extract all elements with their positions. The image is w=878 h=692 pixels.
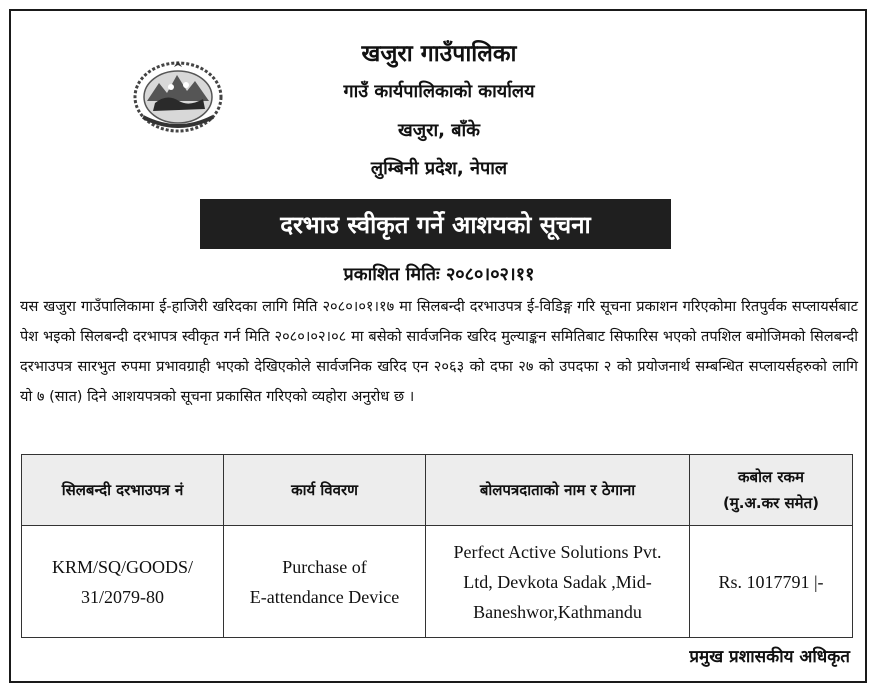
office-location: खजुरा, बाँके [398,120,480,141]
bid-table [21,454,853,638]
bidder-line2: Ltd, Devkota Sadak ,Mid- [463,571,652,592]
cell-bidder [426,526,690,638]
published-date: प्रकाशित मितिः २०८०।०२।११ [343,264,535,285]
ref-no-line1: KRM/SQ/GOODS/ [51,556,194,577]
table-header-row [22,455,853,526]
header-ref-no: सिलबन्दी दरभाउपत्र नं [22,455,224,526]
description-line2: E-attendance Device [249,586,400,607]
bidder-line1: Perfect Active Solutions Pvt. [453,541,662,562]
office-name: खजुरा गाउँपालिका [361,41,517,67]
header-amount-line1: कबोल रकम [738,468,804,486]
signatory-title: प्रमुख प्रशासकीय अधिकृत [689,647,850,667]
ref-no-line2: 31/2079-80 [81,586,164,607]
cell-ref-no [22,526,224,638]
header-description: कार्य विवरण [224,455,426,526]
office-type: गाउँ कार्यपालिकाको कार्यालय [343,81,535,102]
notice-title: दरभाउ स्वीकृत गर्ने आशयको सूचना [200,199,671,249]
header-amount-line2: (मु.अ.कर समेत) [722,494,820,512]
cell-description [224,526,426,638]
bidder-line3: Baneshwor,Kathmandu [473,601,642,622]
header-amount [690,455,853,526]
header-bidder: बोलपत्रदाताको नाम र ठेगाना [426,455,690,526]
notice-body: यस खजुरा गाउँपालिकामा ई-हाजिरी खरिदका लागि मिति २०८०।०१।१७ मा सिलबन्दी दरभाउपत्र ई-विडिङ्ग गरि सूचना प्रकाशन गरिएकोमा रितपुर्वक सप्लायर्सबाट पेश भइको सिलबन्दी दरभापत्र स्वीकृत गर्न मिति २०८०।०२।०८ मा बसेको सार्वजनिक खरिद मुल्याङ्कन समितिबाट सिफारिस भएको तपशिल बमोजिमको सिलबन्दी दरभाउपत्र सारभुत रुपमा प्रभावग्राही भएको देखिएकोले सार्वजनिक खरिद एन २०६३ को दफा २७ को उपदफा २ को प्रयोजनार्थ सम्बन्धित सप्लायर्सहरुको लागि यो ७ (सात) दिने आशयपत्रको सूचना प्रकासित गरिएको व्यहोरा अनुरोध छ । [20,298,858,405]
table-row [22,526,853,638]
description-line1: Purchase of [282,556,367,577]
office-province: लुम्बिनी प्रदेश, नेपाल [370,158,508,179]
cell-amount: Rs. 1017791 |- [690,526,853,638]
